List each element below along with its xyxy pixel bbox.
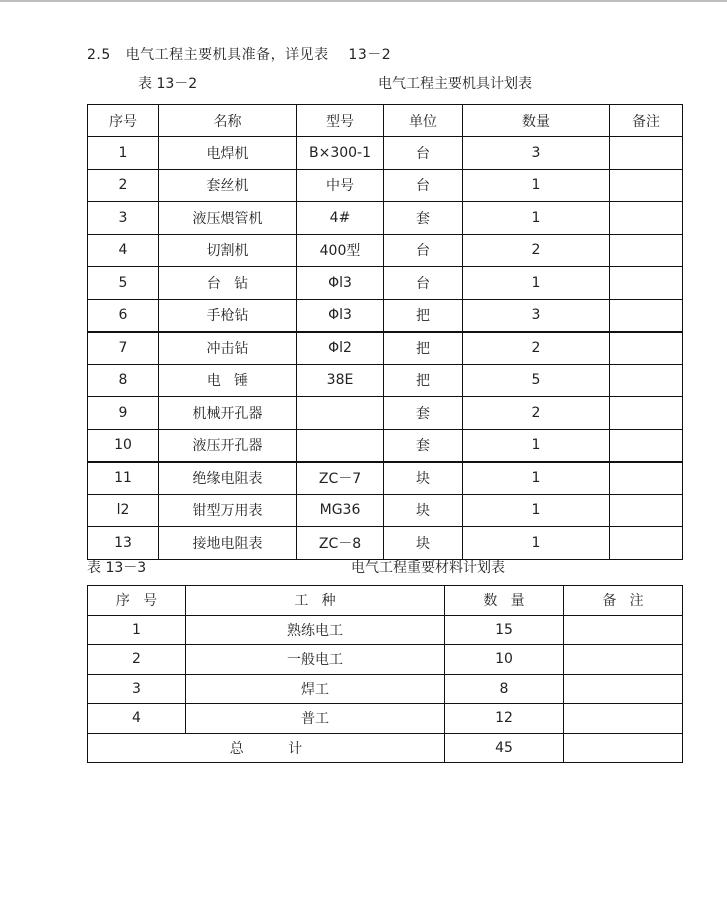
cell-quantity: 1 <box>463 169 610 202</box>
cell-model: 400型 <box>297 234 384 267</box>
cell-remarks <box>610 397 683 430</box>
table-row <box>88 462 683 495</box>
cell-remarks <box>610 332 683 365</box>
col-header-name: 名称 <box>159 105 297 137</box>
cell-remarks <box>564 615 683 645</box>
cell-remarks <box>610 429 683 462</box>
cell-index: 3 <box>88 674 186 704</box>
table-row <box>88 267 683 300</box>
cell-name: 台 钻 <box>159 267 297 300</box>
col-header-index: 序号 <box>88 105 159 137</box>
cell-remarks <box>610 494 683 527</box>
cell-quantity: 5 <box>463 364 610 397</box>
cell-quantity: 2 <box>463 332 610 365</box>
total-label: 总 计 <box>88 733 445 763</box>
cell-model: 4# <box>297 202 384 235</box>
cell-unit: 套 <box>384 202 463 235</box>
table-row <box>88 674 683 704</box>
cell-unit: 套 <box>384 397 463 430</box>
cell-index: 1 <box>88 615 186 645</box>
cell-index: 3 <box>88 202 159 235</box>
cell-model: ZC－7 <box>297 462 384 495</box>
table-row <box>88 527 683 560</box>
cell-index: 10 <box>88 429 159 462</box>
col-header-quantity: 数 量 <box>445 586 564 616</box>
table-header-row <box>88 105 683 137</box>
cell-quantity: 8 <box>445 674 564 704</box>
table-row <box>88 299 683 332</box>
table-row <box>88 704 683 734</box>
cell-unit: 台 <box>384 137 463 170</box>
cell-unit: 把 <box>384 364 463 397</box>
cell-name: 液压开孔器 <box>159 429 297 462</box>
table-row <box>88 169 683 202</box>
cell-quantity: 3 <box>463 299 610 332</box>
cell-name: 接地电阻表 <box>159 527 297 560</box>
cell-index: 1 <box>88 137 159 170</box>
cell-remarks <box>564 645 683 675</box>
col-header-remarks: 备 注 <box>564 586 683 616</box>
cell-quantity: 10 <box>445 645 564 675</box>
cell-name: 电 锤 <box>159 364 297 397</box>
table2-title: 电气工程重要材料计划表 <box>351 560 505 576</box>
cell-index: 13 <box>88 527 159 560</box>
col-header-quantity: 数量 <box>463 105 610 137</box>
cell-unit: 把 <box>384 332 463 365</box>
cell-index: 2 <box>88 645 186 675</box>
cell-model: Φl3 <box>297 267 384 300</box>
cell-quantity: 1 <box>463 462 610 495</box>
table-row <box>88 332 683 365</box>
cell-name: 机械开孔器 <box>159 397 297 430</box>
cell-model: Φl3 <box>297 299 384 332</box>
cell-unit: 把 <box>384 299 463 332</box>
cell-model <box>297 429 384 462</box>
table-row <box>88 364 683 397</box>
cell-quantity: 1 <box>463 267 610 300</box>
cell-name: 电焊机 <box>159 137 297 170</box>
cell-remarks <box>610 137 683 170</box>
cell-index: 11 <box>88 462 159 495</box>
cell-remarks <box>610 169 683 202</box>
cell-name: 钳型万用表 <box>159 494 297 527</box>
cell-unit: 台 <box>384 234 463 267</box>
cell-unit: 块 <box>384 462 463 495</box>
cell-name: 手枪钻 <box>159 299 297 332</box>
cell-index: 2 <box>88 169 159 202</box>
cell-quantity: 2 <box>463 397 610 430</box>
cell-unit: 台 <box>384 267 463 300</box>
cell-model: 中号 <box>297 169 384 202</box>
cell-quantity: 15 <box>445 615 564 645</box>
cell-unit: 套 <box>384 429 463 462</box>
total-row <box>88 733 683 763</box>
cell-model: B×300-1 <box>297 137 384 170</box>
cell-name: 绝缘电阻表 <box>159 462 297 495</box>
col-header-index: 序 号 <box>88 586 186 616</box>
col-header-remarks: 备注 <box>610 105 683 137</box>
table-row <box>88 429 683 462</box>
cell-remarks <box>564 704 683 734</box>
section-heading: 2.5 电气工程主要机具准备，详见表 13－2 <box>87 47 392 63</box>
cell-quantity: 1 <box>463 527 610 560</box>
cell-trade: 普工 <box>186 704 445 734</box>
table-row <box>88 645 683 675</box>
cell-remarks <box>610 527 683 560</box>
cell-model: 38E <box>297 364 384 397</box>
labor-plan-table <box>87 585 683 763</box>
table1-title: 电气工程主要机具计划表 <box>378 76 532 92</box>
cell-model: ZC－8 <box>297 527 384 560</box>
cell-remarks <box>610 202 683 235</box>
cell-remarks <box>610 462 683 495</box>
cell-name: 冲击钻 <box>159 332 297 365</box>
table-row <box>88 234 683 267</box>
cell-index: 9 <box>88 397 159 430</box>
cell-trade: 焊工 <box>186 674 445 704</box>
cell-trade: 一般电工 <box>186 645 445 675</box>
cell-unit: 块 <box>384 494 463 527</box>
cell-index: 5 <box>88 267 159 300</box>
table-row <box>88 397 683 430</box>
cell-name: 切割机 <box>159 234 297 267</box>
cell-index: l2 <box>88 494 159 527</box>
cell-remarks <box>564 733 683 763</box>
cell-index: 6 <box>88 299 159 332</box>
cell-quantity: 3 <box>463 137 610 170</box>
cell-index: 4 <box>88 234 159 267</box>
cell-quantity: 1 <box>463 429 610 462</box>
cell-unit: 台 <box>384 169 463 202</box>
cell-remarks <box>610 267 683 300</box>
cell-remarks <box>610 234 683 267</box>
top-border-line <box>0 0 727 2</box>
cell-name: 液压煨管机 <box>159 202 297 235</box>
cell-remarks <box>610 299 683 332</box>
cell-model: Φl2 <box>297 332 384 365</box>
table-row <box>88 615 683 645</box>
cell-index: 7 <box>88 332 159 365</box>
cell-remarks <box>610 364 683 397</box>
cell-remarks <box>564 674 683 704</box>
cell-model: MG36 <box>297 494 384 527</box>
cell-unit: 块 <box>384 527 463 560</box>
cell-index: 4 <box>88 704 186 734</box>
table-row <box>88 202 683 235</box>
table1-number: 表 13－2 <box>138 76 198 92</box>
cell-quantity: 2 <box>463 234 610 267</box>
cell-name: 套丝机 <box>159 169 297 202</box>
cell-quantity: 1 <box>463 202 610 235</box>
col-header-model: 型号 <box>297 105 384 137</box>
col-header-trade: 工 种 <box>186 586 445 616</box>
table-row <box>88 494 683 527</box>
table-row <box>88 137 683 170</box>
total-value: 45 <box>445 733 564 763</box>
equipment-plan-table <box>87 104 683 560</box>
cell-quantity: 1 <box>463 494 610 527</box>
cell-quantity: 12 <box>445 704 564 734</box>
table-header-row <box>88 586 683 616</box>
col-header-unit: 单位 <box>384 105 463 137</box>
cell-index: 8 <box>88 364 159 397</box>
table2-number: 表 13－3 <box>87 560 147 576</box>
cell-model <box>297 397 384 430</box>
cell-trade: 熟练电工 <box>186 615 445 645</box>
